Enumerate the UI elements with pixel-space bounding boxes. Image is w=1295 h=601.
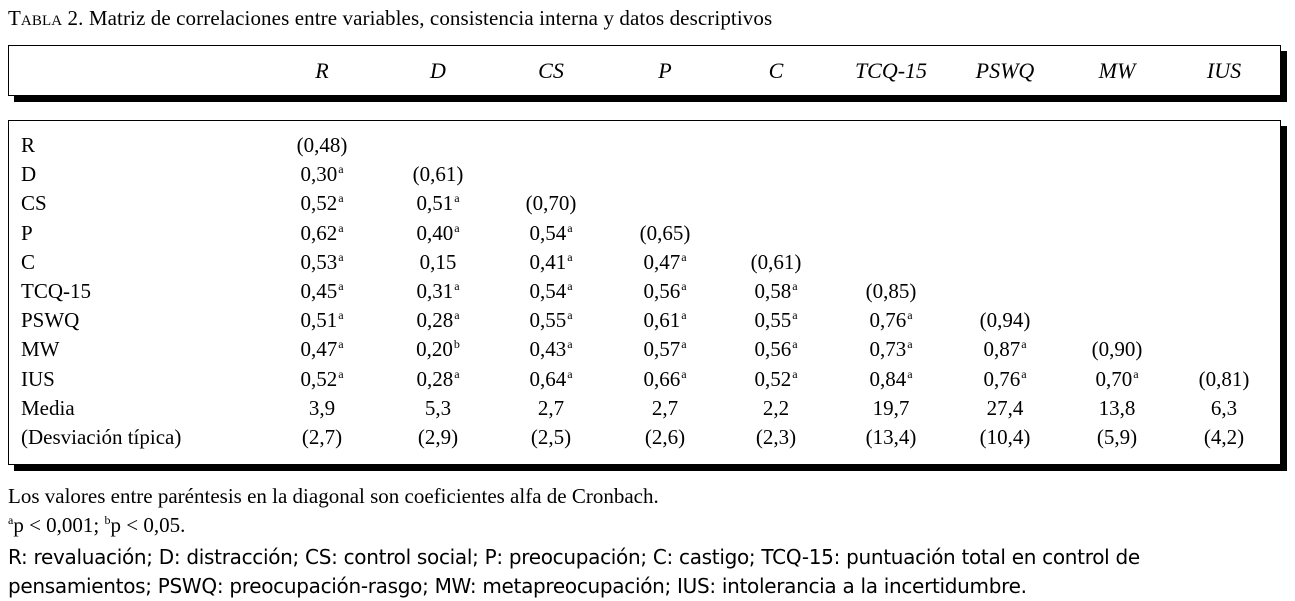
cell-value: 0,47 bbox=[643, 249, 681, 274]
significance-marker: a bbox=[454, 279, 460, 293]
significance-marker: a bbox=[1021, 366, 1027, 381]
column-header: C bbox=[768, 58, 784, 83]
cell-value: 0,47 bbox=[300, 337, 338, 362]
significance-marker: a bbox=[681, 279, 687, 293]
cell-value: 0,57 bbox=[643, 337, 681, 362]
significance-marker: a bbox=[907, 366, 913, 381]
significance-marker: a bbox=[454, 308, 460, 323]
column-header: MW bbox=[1098, 58, 1136, 83]
table-cell bbox=[980, 308, 1031, 333]
significance-marker: a bbox=[681, 249, 687, 264]
table-row bbox=[9, 367, 1280, 396]
cell-value: 0,51 bbox=[416, 191, 454, 216]
table-caption-prefix: Tabla bbox=[8, 6, 63, 30]
cell-value: 27,4 bbox=[986, 395, 1024, 420]
cell-value: 0,84 bbox=[869, 366, 907, 391]
table-cell bbox=[416, 279, 459, 304]
table-cell bbox=[416, 221, 459, 246]
cell-value: 0,66 bbox=[643, 366, 681, 391]
row-label: CS bbox=[21, 191, 47, 216]
table-cell bbox=[300, 250, 343, 275]
significance-marker: a bbox=[567, 337, 573, 352]
table-cell bbox=[643, 279, 686, 304]
cell-value: 0,43 bbox=[529, 337, 567, 362]
table-cell bbox=[869, 337, 912, 362]
significance-marker: a bbox=[681, 366, 687, 381]
table-cell bbox=[538, 396, 564, 421]
cell-value: 0,51 bbox=[300, 308, 338, 333]
table-cell bbox=[645, 425, 685, 450]
significance-marker: a bbox=[567, 279, 573, 293]
column-header: IUS bbox=[1206, 58, 1242, 83]
table-cell bbox=[526, 191, 577, 216]
table-cell bbox=[529, 308, 572, 333]
cell-value: 0,76 bbox=[869, 308, 907, 333]
cell-value: (2,3) bbox=[755, 425, 797, 449]
table-row bbox=[9, 308, 1280, 337]
cell-value: 3,9 bbox=[308, 395, 336, 420]
table-header bbox=[8, 45, 1281, 96]
table-cell bbox=[1095, 367, 1138, 392]
table-row bbox=[9, 133, 1280, 162]
cell-value: (4,2) bbox=[1203, 425, 1245, 449]
table-cell bbox=[529, 367, 572, 392]
table-cell bbox=[300, 191, 343, 216]
table-cell bbox=[416, 191, 459, 216]
cell-value: (0,70) bbox=[525, 191, 577, 216]
cell-value: (2,9) bbox=[417, 425, 459, 449]
cell-value: 0,73 bbox=[869, 337, 907, 362]
row-label: MW bbox=[21, 337, 60, 362]
table-cell bbox=[754, 279, 797, 304]
table-cell bbox=[866, 425, 917, 450]
significance-marker: a bbox=[338, 337, 344, 352]
cell-value: 0,52 bbox=[300, 191, 338, 216]
cell-value: 0,15 bbox=[419, 249, 457, 274]
significance-marker: a bbox=[338, 279, 344, 293]
table-row bbox=[9, 279, 1280, 308]
cell-value: 2,7 bbox=[651, 395, 679, 420]
significance-marker: a bbox=[681, 308, 687, 323]
table-cell bbox=[751, 250, 802, 275]
significance-marker: a bbox=[567, 366, 573, 381]
table-cell bbox=[416, 308, 459, 333]
table-cell bbox=[983, 367, 1026, 392]
table-cell bbox=[300, 337, 343, 362]
row-label: C bbox=[21, 249, 36, 274]
table-cell bbox=[300, 162, 343, 187]
significance-marker: a bbox=[792, 366, 798, 381]
cell-value: 0,20 bbox=[416, 337, 453, 362]
cell-value: 0,64 bbox=[529, 366, 567, 391]
column-header: D bbox=[430, 58, 446, 83]
significance-marker: a bbox=[907, 337, 913, 352]
table-cell bbox=[652, 396, 678, 421]
table-cell bbox=[640, 221, 691, 246]
cell-value: 5,3 bbox=[424, 395, 452, 420]
cell-value: 0,58 bbox=[754, 279, 792, 303]
cell-value: 0,87 bbox=[983, 337, 1021, 362]
table-row bbox=[9, 162, 1280, 191]
table-cell bbox=[980, 425, 1031, 450]
cell-value: 0,53 bbox=[300, 249, 338, 274]
significance-marker: a bbox=[338, 191, 344, 206]
cell-value: (0,90) bbox=[1091, 337, 1143, 362]
table-cell bbox=[763, 396, 789, 421]
column-header: TCQ-15 bbox=[854, 58, 928, 83]
cell-value: 13,8 bbox=[1098, 395, 1136, 420]
table-cell bbox=[869, 367, 912, 392]
cell-value: (0,94) bbox=[979, 308, 1031, 333]
table-cell bbox=[531, 425, 571, 450]
table-row bbox=[9, 191, 1280, 220]
table-cell bbox=[869, 308, 912, 333]
note-abbreviations-2: pensamientos; PSWQ: preocupación-rasgo; MW: metapreocupación; IUS: intolerancia a la incertidumbre. bbox=[8, 574, 1027, 598]
table-cell bbox=[416, 367, 459, 392]
table-cell bbox=[529, 279, 572, 304]
table-cell bbox=[643, 337, 686, 362]
table-cell bbox=[300, 308, 343, 333]
note-significance bbox=[8, 511, 1140, 543]
table-caption bbox=[8, 6, 772, 31]
cell-value: 0,61 bbox=[643, 308, 681, 333]
cell-value: 0,70 bbox=[1095, 366, 1133, 391]
cell-value: (13,4) bbox=[865, 425, 917, 449]
column-header: PSWQ bbox=[975, 58, 1035, 83]
table-cell bbox=[416, 337, 460, 362]
cell-value: 0,31 bbox=[416, 279, 454, 303]
table-row bbox=[9, 337, 1280, 366]
cell-value: 0,55 bbox=[529, 308, 567, 333]
cell-value: 0,55 bbox=[754, 308, 792, 333]
row-label: PSWQ bbox=[21, 308, 80, 333]
table-cell bbox=[413, 162, 464, 187]
cell-value: (2,6) bbox=[644, 425, 686, 449]
significance-marker: a bbox=[567, 220, 573, 235]
table-notes bbox=[8, 482, 1140, 601]
cell-value: 0,28 bbox=[416, 366, 454, 391]
cell-value: 0,30 bbox=[300, 162, 338, 187]
cell-value: 19,7 bbox=[872, 395, 910, 420]
table-cell bbox=[529, 221, 572, 246]
cell-value: 6,3 bbox=[1210, 395, 1238, 420]
cell-value: 0,40 bbox=[416, 220, 454, 245]
table-cell bbox=[754, 337, 797, 362]
table-cell bbox=[529, 250, 572, 275]
table-row bbox=[9, 250, 1280, 279]
table-caption-text: 2. Matriz de correlaciones entre variables, consistencia interna y datos descriptivos bbox=[62, 6, 773, 30]
cell-value: 0,52 bbox=[300, 366, 338, 391]
table-cell bbox=[643, 367, 686, 392]
table-cell bbox=[418, 425, 458, 450]
significance-marker: a bbox=[567, 308, 573, 323]
significance-marker: a bbox=[338, 249, 344, 264]
cell-value: (0,61) bbox=[412, 162, 464, 187]
cell-value: 0,28 bbox=[416, 308, 454, 333]
significance-marker: a bbox=[454, 220, 460, 235]
cell-value: (0,65) bbox=[639, 220, 691, 245]
column-header: R bbox=[315, 58, 329, 83]
significance-marker: a bbox=[1133, 366, 1139, 381]
table-cell bbox=[987, 396, 1024, 421]
cell-value: (0,81) bbox=[1198, 366, 1250, 391]
cell-value: 2,2 bbox=[762, 395, 790, 420]
row-label: D bbox=[21, 162, 37, 187]
table-cell bbox=[300, 221, 343, 246]
significance-marker: a bbox=[567, 249, 573, 264]
row-label: Media bbox=[21, 395, 75, 420]
cell-value: 0,52 bbox=[754, 366, 792, 391]
row-label: P bbox=[21, 220, 33, 245]
cell-value: (0,48) bbox=[296, 133, 348, 157]
cell-value: 0,41 bbox=[529, 249, 567, 274]
cell-value: 0,56 bbox=[754, 337, 792, 362]
table-cell bbox=[309, 396, 335, 421]
row-label: R bbox=[21, 133, 36, 157]
significance-marker: a bbox=[338, 162, 344, 177]
table-cell bbox=[643, 250, 686, 275]
table-cell bbox=[302, 425, 342, 450]
significance-marker: b bbox=[453, 337, 460, 352]
significance-marker: a bbox=[338, 366, 344, 381]
note-abbreviations-1: R: revaluación; D: distracción; CS: control social; P: preocupación; C: castigo; TCQ-15: puntuación total en control de bbox=[8, 545, 1140, 569]
significance-marker: a bbox=[454, 191, 460, 206]
table-cell bbox=[754, 308, 797, 333]
table-cell bbox=[529, 337, 572, 362]
cell-value: (0,61) bbox=[750, 249, 802, 274]
table-row bbox=[9, 221, 1280, 250]
column-header: CS bbox=[538, 58, 564, 83]
note-cronbach: Los valores entre paréntesis en la diagonal son coeficientes alfa de Cronbach. bbox=[8, 484, 659, 508]
significance-marker: a bbox=[792, 308, 798, 323]
table-body bbox=[8, 120, 1281, 465]
cell-value: (2,5) bbox=[530, 425, 572, 449]
table-cell bbox=[983, 337, 1026, 362]
table-cell bbox=[756, 425, 796, 450]
table-cell bbox=[643, 308, 686, 333]
note-sig-b: p < 0,05. bbox=[110, 513, 186, 537]
significance-marker: a bbox=[792, 337, 798, 352]
column-header: P bbox=[658, 58, 672, 83]
cell-value: 0,56 bbox=[643, 279, 681, 303]
table-cell bbox=[1199, 367, 1250, 392]
table-cell bbox=[297, 133, 348, 158]
cell-value: (10,4) bbox=[979, 425, 1031, 449]
table-cell bbox=[1097, 425, 1137, 450]
cell-value: 0,62 bbox=[300, 220, 338, 245]
cell-value: 0,76 bbox=[983, 366, 1021, 391]
significance-marker: a bbox=[338, 308, 344, 323]
cell-value: 0,54 bbox=[529, 220, 567, 245]
table-cell bbox=[300, 279, 343, 304]
table-cell bbox=[420, 250, 457, 275]
table-cell bbox=[866, 279, 917, 304]
cell-value: (2,7) bbox=[301, 425, 343, 449]
table-cell bbox=[1092, 337, 1143, 362]
note-sup-a: a bbox=[8, 513, 14, 527]
table-row bbox=[9, 425, 1280, 454]
table-cell bbox=[1099, 396, 1136, 421]
row-label: IUS bbox=[21, 366, 55, 391]
cell-value: 2,7 bbox=[537, 395, 565, 420]
cell-value: (0,85) bbox=[865, 279, 917, 303]
table-cell bbox=[754, 367, 797, 392]
row-label: (Desviación típica) bbox=[21, 425, 182, 449]
row-label: TCQ-15 bbox=[21, 279, 91, 303]
table-cell bbox=[300, 367, 343, 392]
significance-marker: a bbox=[907, 308, 913, 323]
table-cell bbox=[873, 396, 910, 421]
significance-marker: a bbox=[681, 337, 687, 352]
note-sig-a: p < 0,001; bbox=[13, 513, 105, 537]
significance-marker: a bbox=[792, 279, 798, 293]
significance-marker: a bbox=[454, 366, 460, 381]
table-cell bbox=[1211, 396, 1237, 421]
cell-value: (5,9) bbox=[1096, 425, 1138, 449]
table-cell bbox=[1204, 425, 1244, 450]
significance-marker: a bbox=[1021, 337, 1027, 352]
significance-marker: a bbox=[338, 220, 344, 235]
note-sup-b: b bbox=[104, 513, 111, 527]
table-cell bbox=[425, 396, 451, 421]
cell-value: 0,45 bbox=[300, 279, 338, 303]
table-row bbox=[9, 396, 1280, 425]
cell-value: 0,54 bbox=[529, 279, 567, 303]
